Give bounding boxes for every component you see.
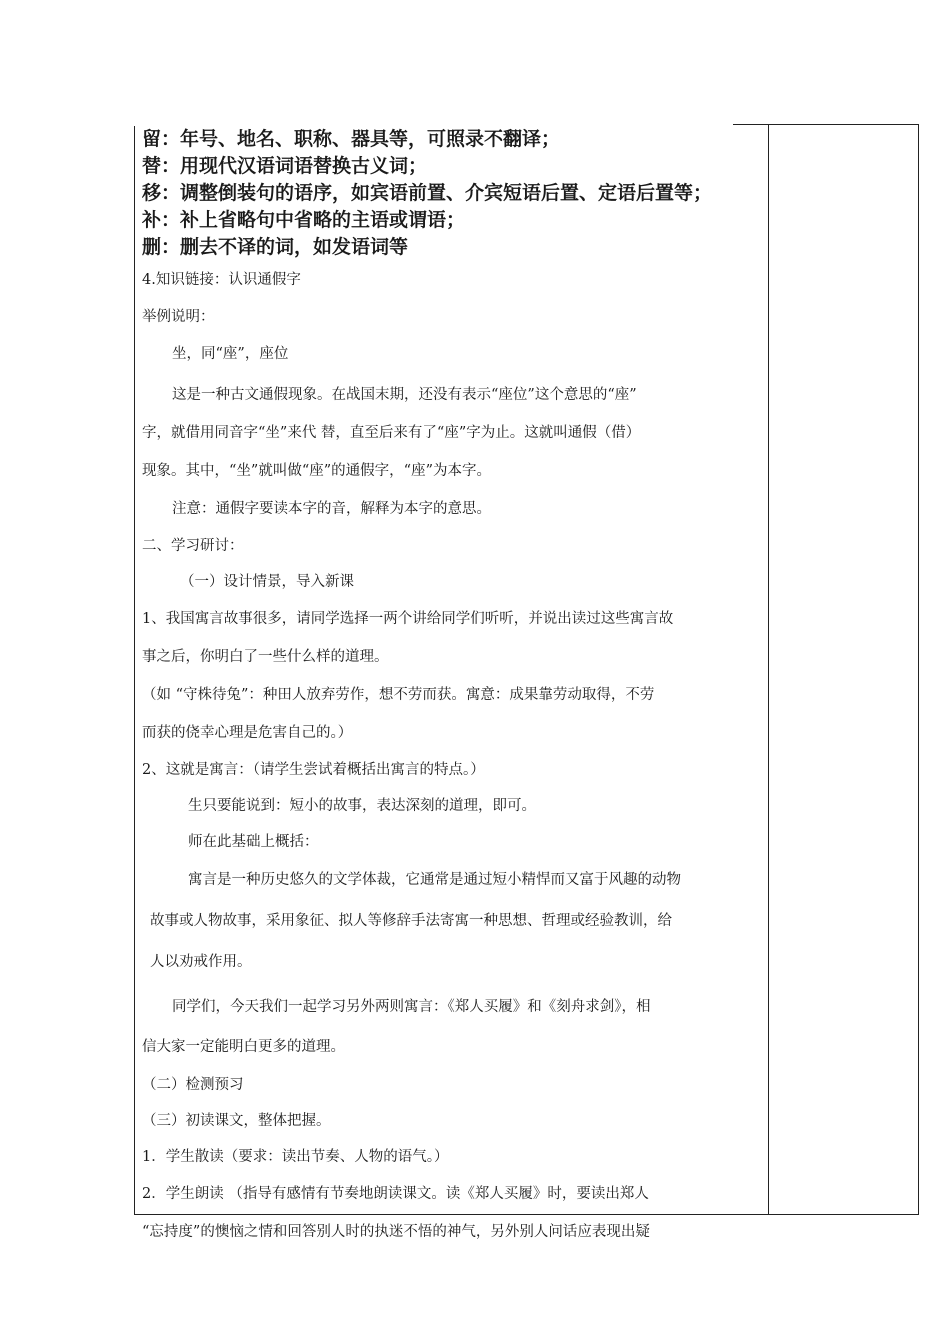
table-border-right (918, 124, 919, 1214)
paragraph: 1．学生散读（要求：读出节奏、人物的语气。） (142, 1149, 449, 1165)
paragraph: 同学们，今天我们一起学习另外两则寓言：《郑人买履》和《刻舟求剑》，相 (172, 999, 651, 1015)
paragraph: 坐，同“座”，座位 (172, 346, 289, 362)
paragraph: 举例说明： (142, 309, 215, 325)
paragraph: 故事或人物故事，采用象征、拟人等修辞手法寄寓一种思想、哲理或经验教训，给 (150, 913, 672, 929)
method-bu: 补：补上省略句中省略的主语或谓语； (142, 209, 466, 231)
subsection-heading: （三）初读课文，整体把握。 (142, 1113, 331, 1129)
method-shan: 删：删去不译的词，如发语词等 (142, 236, 409, 258)
subsection-heading: （一）设计情景，导入新课 (180, 574, 354, 590)
table-border-middle (768, 124, 769, 1214)
paragraph: 2．学生朗读 （指导有感情有节奏地朗读课文。读《郑人买履》时，要读出郑人 (142, 1186, 649, 1202)
method-ti: 替：用现代汉语词语替换古义词； (142, 155, 428, 177)
paragraph: 事之后，你明白了一些什么样的道理。 (142, 649, 389, 665)
paragraph: 1、我国寓言故事很多，请同学选择一两个讲给同学们听听，并说出读过这些寓言故 (142, 611, 674, 627)
method-yi: 移：调整倒装句的语序，如宾语前置、介宾短语后置、定语后置等； (142, 182, 713, 204)
table-border-top (733, 124, 919, 125)
lesson-content (142, 126, 764, 1251)
paragraph: 现象。其中，“坐”就叫做“座”的通假字，“座”为本字。 (142, 463, 491, 479)
paragraph: 注意：通假字要读本字的音，解释为本字的意思。 (172, 501, 491, 517)
section-heading: 4.知识链接：认识通假字 (142, 272, 301, 288)
paragraph: 人以劝戒作用。 (150, 954, 252, 970)
section-heading: 二、学习研讨： (142, 538, 244, 554)
paragraph: 寓言是一种历史悠久的文学体裁，它通常是通过短小精悍而又富于风趣的动物 (188, 872, 681, 888)
paragraph: “忘持度”的懊恼之情和回答别人时的执迷不悟的神气，另外别人问话应表现出疑 (142, 1224, 650, 1240)
paragraph: 生只要能说到：短小的故事，表达深刻的道理，即可。 (188, 798, 536, 814)
table-border-left (134, 126, 135, 1214)
paragraph: 师在此基础上概括： (188, 834, 319, 850)
paragraph: 信大家一定能明白更多的道理。 (142, 1039, 345, 1055)
paragraph: 这是一种古文通假现象。在战国末期，还没有表示“座位”这个意思的“座” (172, 387, 637, 403)
method-liu: 留：年号、地名、职称、器具等，可照录不翻译； (142, 128, 561, 150)
paragraph: 而获的侥幸心理是危害自己的。） (142, 725, 353, 741)
subsection-heading: （二）检测预习 (142, 1077, 244, 1093)
paragraph: 2、这就是寓言：（请学生尝试着概括出寓言的特点。） (142, 762, 485, 778)
paragraph: 字，就借用同音字“坐”来代 替，直至后来有了“座”字为止。这就叫通假（借） (142, 425, 641, 441)
paragraph: （如 “守株待兔”：种田人放弃劳作，想不劳而获。寓意：成果靠劳动取得，不劳 (142, 687, 655, 703)
